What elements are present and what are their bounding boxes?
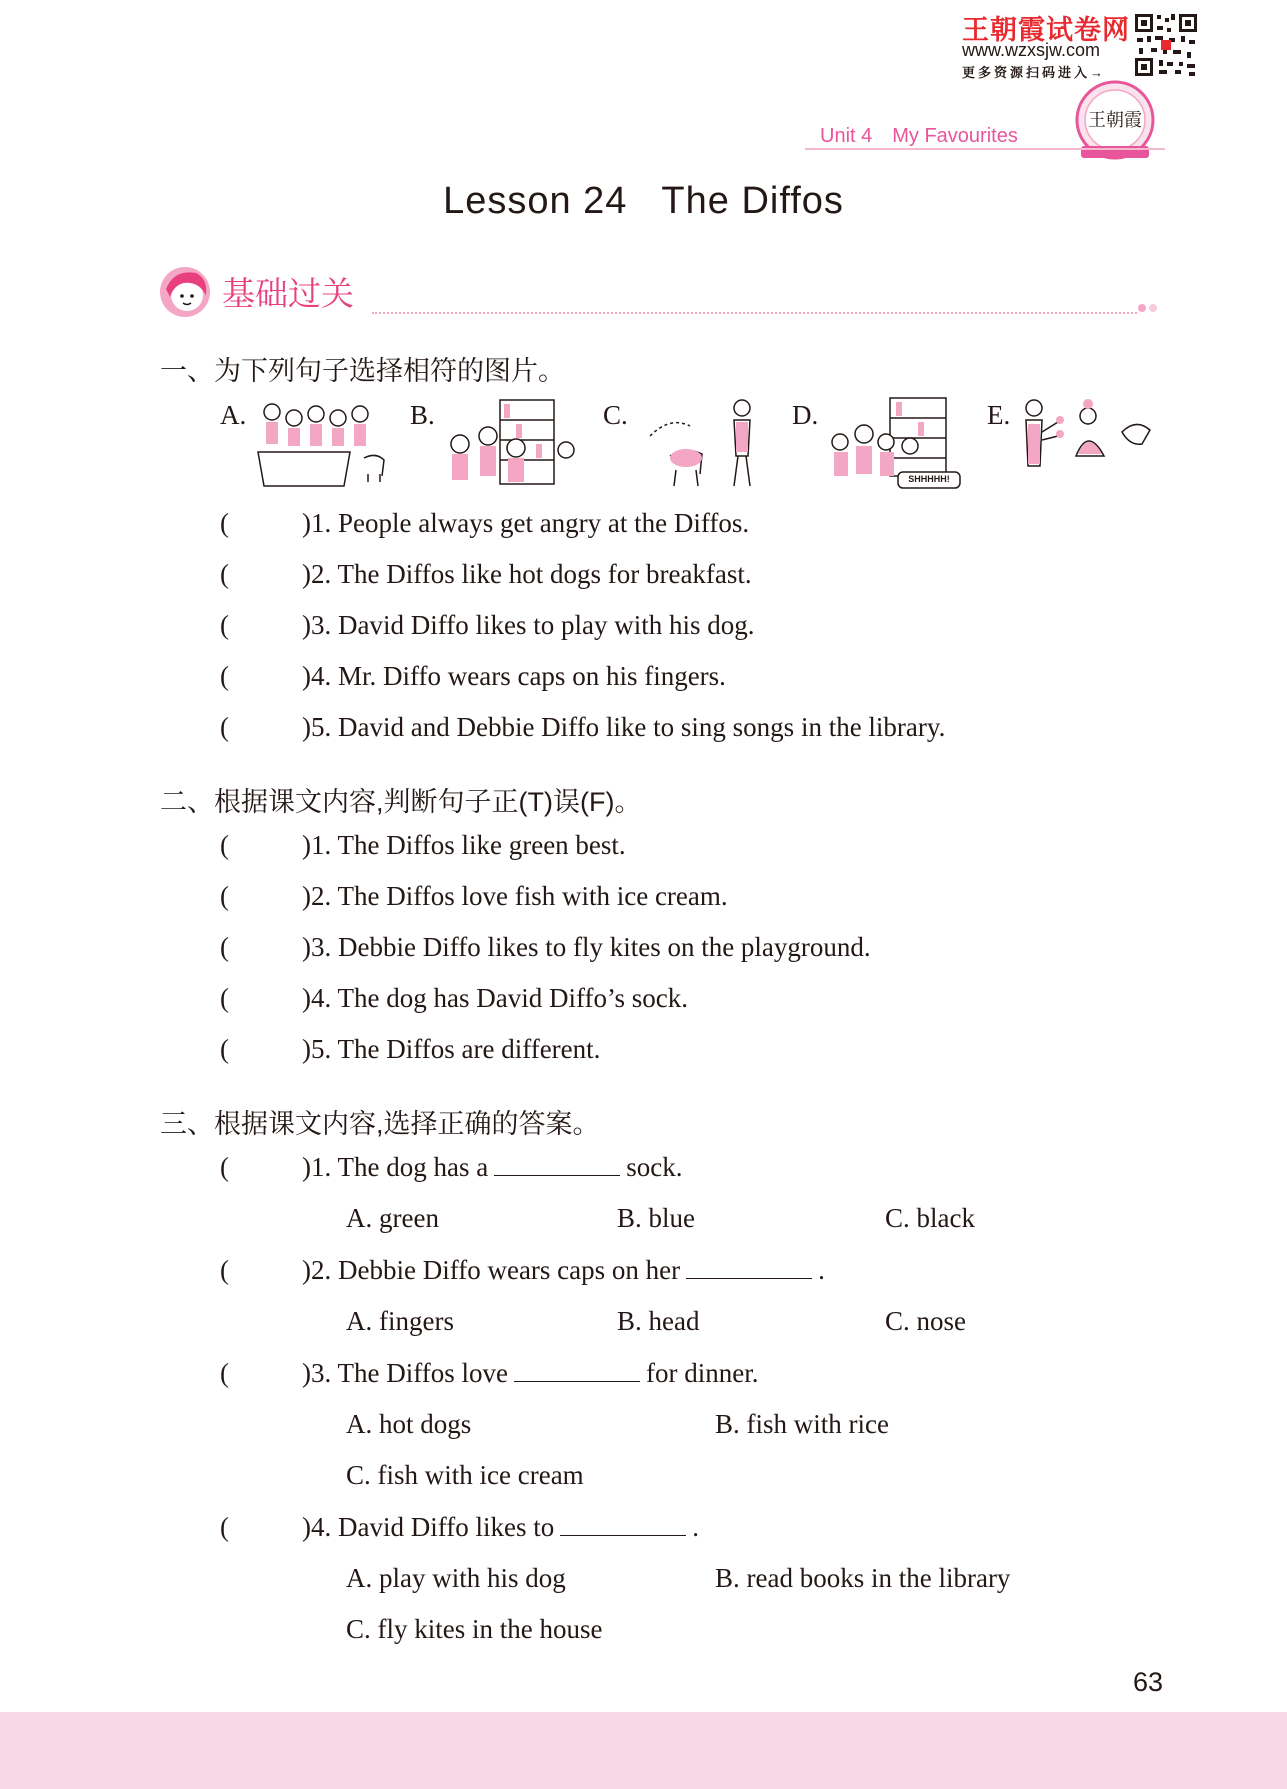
bracket-close: ) <box>302 1512 311 1542</box>
question-text: 1. The Diffos like green best. <box>311 830 626 860</box>
bracket-close: ) <box>302 508 311 538</box>
bracket-close: ) <box>302 661 311 691</box>
option-c[interactable]: C. fly kites in the house <box>346 1614 603 1644</box>
bracket-close: ) <box>302 1255 311 1285</box>
unit-title: My Favourites <box>892 125 1018 147</box>
brand-hint: 更多资源扫码进入→ <box>962 65 1107 80</box>
option-a[interactable]: A. fingers <box>346 1306 454 1336</box>
question-text-before: 3. The Diffos love <box>311 1358 508 1388</box>
answer-bracket[interactable]: ( <box>220 610 229 640</box>
s1-question-4 <box>220 661 726 692</box>
answer-bracket[interactable]: ( <box>220 830 229 860</box>
bracket-close: ) <box>302 712 311 742</box>
banner-divider <box>372 312 1137 314</box>
option-b[interactable]: B. blue <box>617 1203 695 1233</box>
s1-question-2 <box>220 559 752 590</box>
s3-question-4 <box>220 1512 699 1543</box>
answer-bracket[interactable]: ( <box>220 559 229 589</box>
question-text-after: sock. <box>626 1152 683 1182</box>
option-c[interactable]: C. fish with ice cream <box>346 1460 584 1490</box>
s2-question-5 <box>220 1034 600 1065</box>
question-text: 2. The Diffos like hot dogs for breakfast. <box>311 559 752 589</box>
picture-label-d: D. <box>792 400 819 430</box>
s3-question-3 <box>220 1358 758 1389</box>
section1-heading: 一、为下列句子选择相符的图片。 <box>160 356 565 386</box>
question-text: 4. The dog has David Diffo’s sock. <box>311 983 688 1013</box>
s3-question-2 <box>220 1255 825 1286</box>
brand-name: 王朝霞试卷网 <box>962 15 1130 45</box>
question-text-after: . <box>692 1512 699 1542</box>
answer-bracket[interactable]: ( <box>220 1255 229 1285</box>
picture-a-kids-at-table <box>254 396 394 496</box>
stamp-text: 王朝霞 <box>1088 110 1142 131</box>
picture-b-library-kids <box>440 396 580 496</box>
qr-code-icon[interactable] <box>1133 12 1199 78</box>
answer-bracket[interactable]: ( <box>220 1034 229 1064</box>
option-b[interactable]: B. head <box>617 1306 700 1336</box>
section2-heading: 二、根据课文内容,判断句子正(T)误(F)。 <box>160 787 642 817</box>
answer-bracket[interactable]: ( <box>220 1512 229 1542</box>
answer-bracket[interactable]: ( <box>220 1358 229 1388</box>
fill-blank[interactable] <box>686 1256 812 1279</box>
bracket-close: ) <box>302 1358 311 1388</box>
s1-question-3 <box>220 610 754 641</box>
question-text: 1. People always get angry at the Diffos. <box>311 508 750 538</box>
s2-question-2 <box>220 881 728 912</box>
fill-blank[interactable] <box>494 1153 620 1176</box>
option-a[interactable]: A. hot dogs <box>346 1409 472 1439</box>
answer-bracket[interactable]: ( <box>220 932 229 962</box>
decorative-dots-icon <box>1136 300 1160 316</box>
picture-c-boy-with-dog <box>630 396 770 496</box>
footer-band <box>0 1712 1287 1789</box>
option-a[interactable]: A. play with his dog <box>346 1563 566 1593</box>
option-b[interactable]: B. fish with rice <box>715 1409 889 1439</box>
answer-bracket[interactable]: ( <box>220 881 229 911</box>
answer-bracket[interactable]: ( <box>220 983 229 1013</box>
s2-question-3 <box>220 932 871 963</box>
girl-avatar-icon <box>158 265 212 319</box>
option-b[interactable]: B. read books in the library <box>715 1563 1011 1593</box>
option-c[interactable]: C. black <box>885 1203 975 1233</box>
bracket-close: ) <box>302 830 311 860</box>
option-c[interactable]: C. nose <box>885 1306 966 1336</box>
unit-divider <box>805 148 1165 150</box>
bracket-close: ) <box>302 983 311 1013</box>
section3-heading: 三、根据课文内容,选择正确的答案。 <box>160 1109 600 1139</box>
s1-question-5 <box>220 712 945 743</box>
question-text-after: for dinner. <box>645 1358 759 1388</box>
fill-blank[interactable] <box>514 1359 640 1382</box>
s2-question-1 <box>220 830 626 861</box>
picture-label-b: B. <box>410 400 435 430</box>
unit-number: Unit 4 <box>820 125 873 147</box>
s1-question-1 <box>220 508 749 539</box>
lesson-title: Lesson 24 The Diffos <box>443 180 844 222</box>
question-text: 5. David and Debbie Diffo like to sing songs in the library. <box>311 712 946 742</box>
s2-question-4 <box>220 983 688 1014</box>
picture-label-e: E. <box>987 400 1011 430</box>
question-text-before: 4. David Diffo likes to <box>311 1512 555 1542</box>
picture-label-c: C. <box>603 400 628 430</box>
s3-question-1 <box>220 1152 682 1183</box>
unit-label <box>820 125 1018 148</box>
brand-url[interactable]: www.wzxsjw.com <box>962 40 1101 60</box>
question-text-before: 1. The dog has a <box>311 1152 489 1182</box>
bracket-close: ) <box>302 1152 311 1182</box>
shhh-speech-bubble: SHHHHH! <box>908 474 950 484</box>
question-text: 3. David Diffo likes to play with his dog. <box>311 610 755 640</box>
answer-bracket[interactable]: ( <box>220 1152 229 1182</box>
page-number: 63 <box>1133 1667 1164 1697</box>
picture-e-caps-on-fingers <box>1018 396 1158 496</box>
answer-bracket[interactable]: ( <box>220 712 229 742</box>
bracket-close: ) <box>302 610 311 640</box>
question-text: 5. The Diffos are different. <box>311 1034 601 1064</box>
answer-bracket[interactable]: ( <box>220 661 229 691</box>
question-text: 3. Debbie Diffo likes to fly kites on the playground. <box>311 932 871 962</box>
question-text-before: 2. Debbie Diffo wears caps on her <box>311 1255 681 1285</box>
bracket-close: ) <box>302 932 311 962</box>
option-a[interactable]: A. green <box>346 1203 439 1233</box>
bracket-close: ) <box>302 1034 311 1064</box>
question-text-after: . <box>818 1255 825 1285</box>
bracket-close: ) <box>302 881 311 911</box>
picture-label-a: A. <box>220 400 247 430</box>
question-text: 2. The Diffos love fish with ice cream. <box>311 881 728 911</box>
bracket-close: ) <box>302 559 311 589</box>
fill-blank[interactable] <box>560 1513 686 1536</box>
question-text: 4. Mr. Diffo wears caps on his fingers. <box>311 661 726 691</box>
section-banner-title: 基础过关 <box>222 275 354 312</box>
answer-bracket[interactable]: ( <box>220 508 229 538</box>
